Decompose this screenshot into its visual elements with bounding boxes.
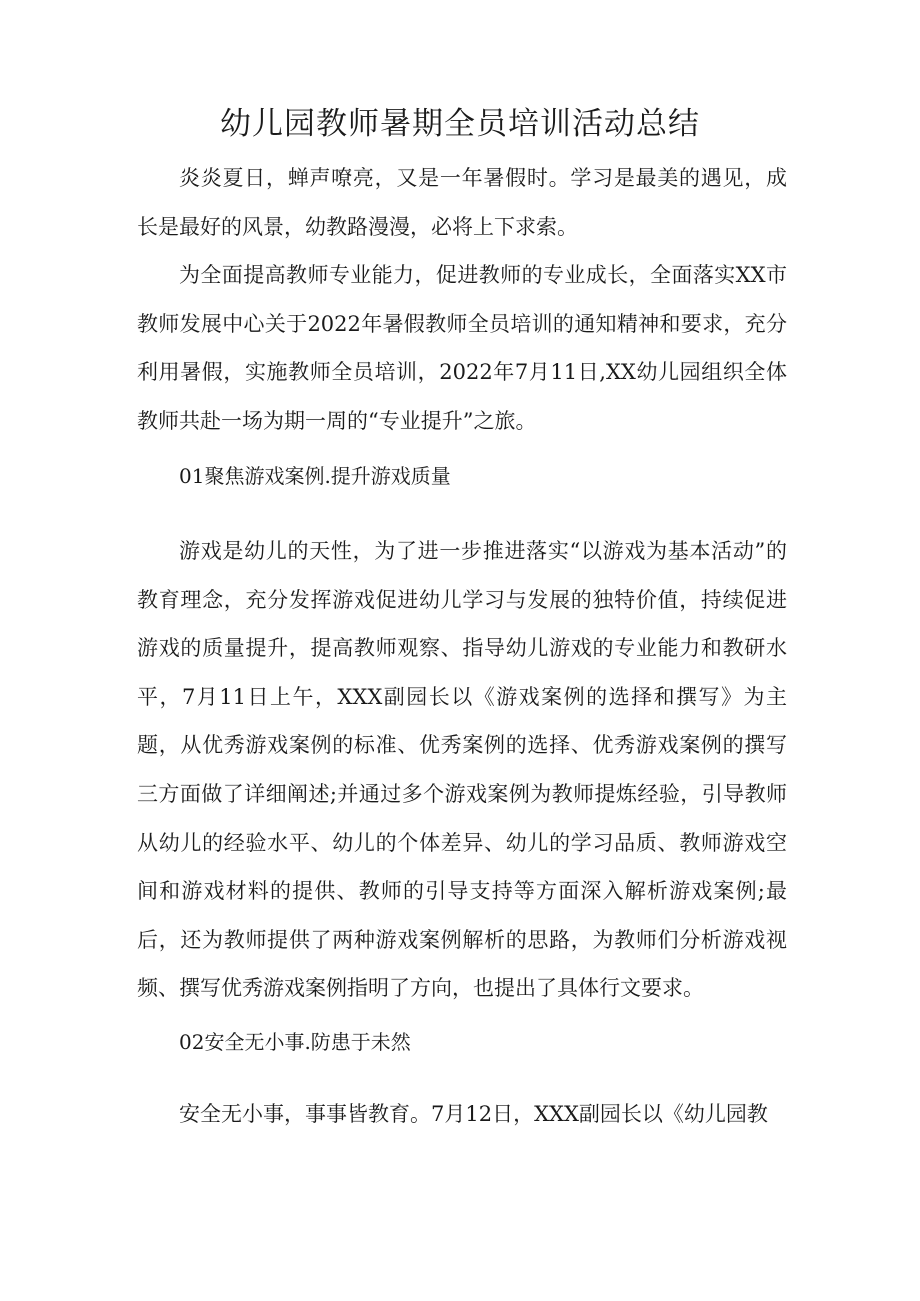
paragraph-intro: 炎炎夏日，蝉声嘹亮，又是一年暑假时。学习是最美的遇见，成长是最好的风景，幼教路漫漫，必将上下求索。 bbox=[137, 166, 787, 239]
paragraph-game-cases: 游戏是幼儿的天性，为了进一步推进落实“以游戏为基本活动”的教育理念，充分发挥游戏促进幼儿学习与发展的独特价值，持续促进游戏的质量提升，提高教师观察、指导幼儿游戏的专业能力和教研水平，7月11日上午，XXX副园长以《游戏案例的选择和撰写》为主题，从优秀游戏案例的标准、优秀案例的选择、优秀游戏案例的撰写三方面做了详细阐述;并通过多个游戏案例为教师提炼经验，引导教师从幼儿的经验水平、幼儿的个体差异、幼儿的学习品质、教师游戏空间和游戏材料的提供、教师的引导支持等方面深入解析游戏案例;最后，还为教师提供了两种游戏案例解析的思路，为教师们分析游戏视频、撰写优秀游戏案例指明了方向，也提出了具体行文要求。 bbox=[137, 539, 787, 1001]
document-title: 幼儿园教师暑期全员培训活动总结 bbox=[220, 106, 700, 142]
paragraph-safety: 安全无小事，事事皆教育。7月12日，XXX副园长以《幼儿园教 bbox=[179, 1102, 768, 1126]
section-heading-02: 02安全无小事.防患于未然 bbox=[179, 1030, 411, 1054]
section-heading-01: 01聚焦游戏案例.提升游戏质量 bbox=[179, 464, 451, 488]
paragraph-background: 为全面提高教师专业能力，促进教师的专业成长，全面落实XX市教师发展中心关于2022年暑假教师全员培训的通知精神和要求，充分利用暑假，实施教师全员培训，2022年7月11日,XX幼儿园组织全体教师共赴一场为期一周的“专业提升”之旅。 bbox=[137, 263, 787, 433]
